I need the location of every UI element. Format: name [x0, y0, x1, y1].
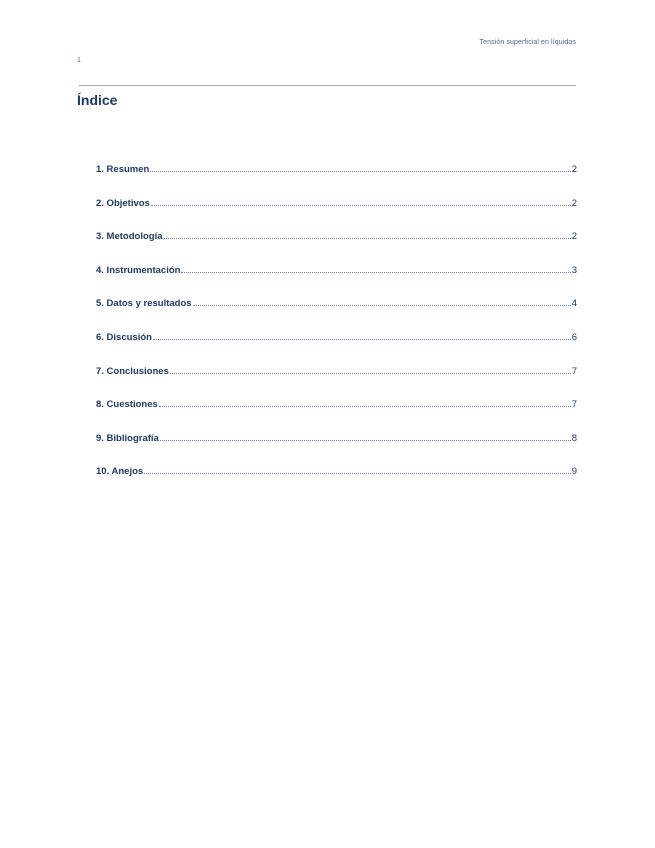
table-of-contents [96, 155, 577, 491]
toc-dot-leader [170, 373, 571, 374]
toc-entry-page: 7 [571, 365, 577, 377]
toc-entry-page: 7 [571, 399, 577, 411]
toc-dot-leader [144, 473, 571, 474]
toc-entry-label: 1. Resumen [96, 164, 150, 175]
toc-entry-resumen[interactable] [96, 155, 577, 175]
toc-entry-label: 7. Conclusiones [96, 365, 169, 377]
toc-entry-page: 3 [571, 264, 577, 276]
toc-entry-datos-y-resultados[interactable] [96, 289, 577, 309]
toc-entry-objetivos[interactable] [96, 189, 577, 209]
toc-entry-label: 4. Instrumentación [96, 264, 181, 276]
toc-entry-label: 8. Cuestiones [96, 399, 158, 411]
toc-entry-cuestiones[interactable] [96, 390, 577, 410]
toc-entry-discusion[interactable] [96, 323, 577, 343]
toc-entry-page: 2 [571, 231, 577, 243]
toc-entry-anejos[interactable] [96, 457, 577, 477]
toc-dot-leader [160, 440, 571, 441]
toc-entry-label: 6. Discusión [96, 331, 152, 343]
toc-entry-page: 9 [571, 466, 577, 478]
toc-dot-leader [164, 238, 571, 239]
toc-entry-page: 4 [571, 298, 577, 310]
toc-entry-bibliografia[interactable] [96, 424, 577, 444]
toc-entry-label: 2. Objetivos [96, 197, 150, 209]
page-title: Índice [77, 92, 118, 108]
toc-dot-leader [181, 272, 570, 273]
toc-entry-metodologia[interactable] [96, 222, 577, 242]
toc-dot-leader [153, 339, 571, 340]
toc-entry-instrumentacion[interactable] [96, 256, 577, 276]
toc-entry-label: 5. Datos y resultados [96, 298, 192, 310]
toc-entry-page: 2 [571, 197, 577, 209]
page-header [0, 0, 655, 90]
toc-dot-leader [150, 171, 570, 172]
toc-entry-page: 8 [571, 432, 577, 444]
toc-entry-label: 9. Bibliografía [96, 432, 159, 444]
toc-entry-label: 3. Metodología [96, 231, 163, 243]
toc-dot-leader [193, 305, 571, 306]
toc-entry-conclusiones[interactable] [96, 357, 577, 377]
page-number: 1 [77, 57, 81, 64]
toc-entry-label: 10. Anejos [96, 466, 144, 478]
toc-dot-leader [159, 406, 571, 407]
toc-entry-page: 6 [571, 331, 577, 343]
toc-entry-page: 2 [571, 164, 577, 175]
running-title: Tensión superficial en líquidos [479, 39, 576, 46]
header-divider [79, 85, 576, 86]
toc-dot-leader [151, 205, 571, 206]
